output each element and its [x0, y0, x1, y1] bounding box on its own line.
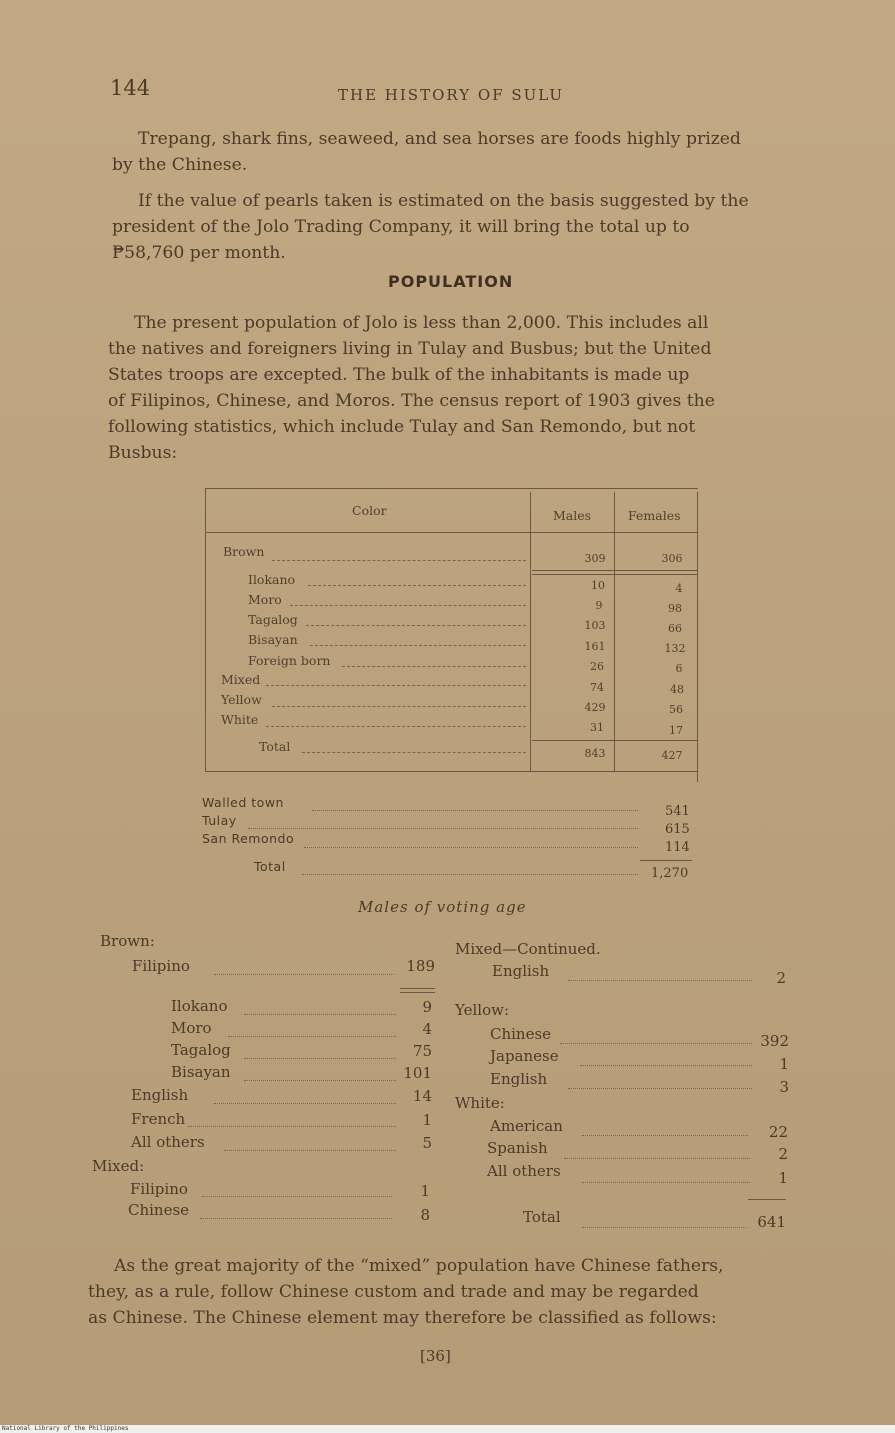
- leader-dots: [312, 810, 638, 811]
- paragraph-mixed: [88, 1253, 788, 1331]
- cell-males: 103: [584, 619, 606, 632]
- row-label: Yellow: [221, 692, 262, 707]
- brown-rule: [532, 570, 697, 571]
- row-label: Moro: [171, 1019, 212, 1037]
- leader-dots: [580, 1065, 752, 1066]
- row-label: Ilokano: [171, 997, 228, 1015]
- group-label: White:: [455, 1094, 505, 1112]
- text-line: they, as a rule, follow Chinese custom and trade and may be regarded: [88, 1282, 699, 1302]
- row-value: 75: [412, 1042, 432, 1060]
- text-line: of Filipinos, Chinese, and Moros. The census report of 1903 gives the: [108, 391, 715, 411]
- group-label: Mixed—Continued.: [455, 940, 601, 958]
- leader-dots: [200, 1218, 392, 1219]
- text-line: If the value of pearls taken is estimated on the basis suggested by the: [138, 191, 749, 211]
- row-value: 392: [760, 1032, 789, 1050]
- row-label: San Remondo: [202, 831, 295, 846]
- leader-dots: [564, 1158, 750, 1159]
- row-label: Foreign born: [248, 653, 331, 668]
- cell-females: 306: [661, 552, 683, 565]
- group-label: Brown:: [100, 932, 155, 950]
- leader-dashes: [290, 605, 526, 606]
- text-line: ₱58,760 per month.: [112, 243, 286, 263]
- row-label: English: [131, 1086, 189, 1104]
- row-label: Tagalog: [171, 1041, 231, 1059]
- leader-dots: [214, 1103, 396, 1104]
- row-label: All others: [131, 1133, 205, 1151]
- leader-dots: [568, 1088, 752, 1089]
- group-label: Yellow:: [455, 1001, 509, 1019]
- row-label: Filipino: [130, 1180, 188, 1198]
- cell-females: 66: [668, 622, 682, 635]
- row-label: Moro: [248, 592, 282, 607]
- row-label: Tagalog: [248, 612, 298, 627]
- leader-dots: [582, 1227, 746, 1228]
- row-label: All others: [487, 1162, 561, 1180]
- text-line: Busbus:: [108, 443, 178, 463]
- text-line: Trepang, shark fins, seaweed, and sea horses are foods highly prized: [138, 129, 741, 149]
- leader-dashes: [266, 685, 526, 686]
- row-label: American: [490, 1117, 563, 1135]
- leader-dots: [582, 1135, 748, 1136]
- row-label: Total: [254, 859, 286, 874]
- text-line: As the great majority of the “mixed” population have Chinese fathers,: [114, 1256, 724, 1276]
- row-label: French: [131, 1110, 186, 1128]
- brown-rule: [532, 574, 697, 575]
- row-value: 2: [778, 1145, 788, 1163]
- paragraph-population: [108, 310, 808, 466]
- row-label: Mixed: [221, 672, 261, 687]
- row-value: 5: [422, 1134, 432, 1152]
- group-label: Mixed:: [92, 1157, 145, 1175]
- leader-dots: [302, 874, 638, 875]
- leader-dots: [224, 1150, 396, 1151]
- row-label: Chinese: [490, 1025, 552, 1043]
- cell-males: 843: [584, 747, 606, 760]
- row-value: 641: [757, 1213, 786, 1231]
- row-label: Walled town: [202, 795, 284, 810]
- leader-dots: [248, 828, 638, 829]
- leader-dots: [568, 980, 752, 981]
- row-value: 541: [665, 804, 690, 819]
- row-label: Bisayan: [171, 1063, 231, 1081]
- text-line: States troops are excepted. The bulk of the inhabitants is made up: [108, 365, 690, 385]
- scan-footer-strip: [0, 1425, 895, 1433]
- cell-females: 48: [670, 683, 684, 696]
- row-value: 22: [768, 1123, 788, 1141]
- row-value: 1,270: [651, 866, 689, 881]
- row-value: 1: [779, 1055, 789, 1073]
- double-rule: [400, 988, 435, 989]
- row-value: 101: [403, 1064, 432, 1082]
- leader-dots: [244, 1014, 396, 1015]
- cell-females: 427: [661, 749, 683, 762]
- cell-males: 161: [584, 640, 606, 653]
- leader-dashes: [342, 666, 526, 667]
- row-value: 4: [422, 1020, 432, 1038]
- row-label: White: [221, 712, 259, 727]
- leader-dots: [244, 1058, 396, 1059]
- leader-dots: [228, 1036, 396, 1037]
- text-line: by the Chinese.: [112, 155, 248, 175]
- cell-males: 26: [590, 660, 604, 673]
- header-color: Color: [352, 503, 387, 518]
- table-divider: [697, 492, 698, 782]
- leader-dashes: [272, 706, 526, 707]
- leader-dots: [304, 847, 638, 848]
- double-rule: [400, 992, 435, 993]
- cell-females: 132: [664, 642, 686, 655]
- leader-dots: [202, 1196, 392, 1197]
- total-rule: [748, 1199, 786, 1200]
- row-label: Chinese: [128, 1201, 190, 1219]
- cell-males: 309: [584, 552, 606, 565]
- cell-females: 6: [675, 662, 683, 675]
- running-title: THE HISTORY OF SULU: [338, 86, 565, 104]
- paragraph-trepang: [112, 126, 812, 178]
- voting-heading: Males of voting age: [358, 898, 527, 916]
- leader-dots: [560, 1043, 752, 1044]
- page-number: 144: [110, 76, 151, 100]
- scan-credit: National Library of the Philippines: [2, 1425, 129, 1432]
- row-label: English: [490, 1070, 548, 1088]
- row-value: 8: [420, 1206, 430, 1224]
- row-value: 14: [412, 1087, 432, 1105]
- leader-dashes: [310, 645, 526, 646]
- row-label: Total: [523, 1208, 561, 1226]
- cell-females: 17: [669, 724, 683, 737]
- text-line: as Chinese. The Chinese element may therefore be classified as follows:: [88, 1308, 717, 1328]
- row-label: Tulay: [202, 813, 237, 828]
- row-label: English: [492, 962, 550, 980]
- row-label: Bisayan: [248, 632, 298, 647]
- row-label: Total: [259, 739, 291, 754]
- row-label: Brown: [223, 544, 265, 559]
- cell-males: 74: [590, 681, 604, 694]
- leader-dots: [582, 1182, 750, 1183]
- leader-dashes: [306, 625, 526, 626]
- row-label: Filipino: [132, 957, 190, 975]
- cell-females: 4: [675, 582, 683, 595]
- row-value: 1: [422, 1111, 432, 1129]
- text-line: president of the Jolo Trading Company, it will bring the total up to: [112, 217, 690, 237]
- text-line: following statistics, which include Tulay and San Remondo, but not: [108, 417, 696, 437]
- leader-dots: [214, 974, 394, 975]
- row-value: 189: [406, 957, 435, 975]
- text-line: the natives and foreigners living in Tulay and Busbus; but the United: [108, 339, 712, 359]
- cell-males: 10: [591, 579, 605, 592]
- header-rule: [206, 532, 697, 533]
- total-rule: [640, 860, 692, 861]
- row-label: Japanese: [490, 1047, 559, 1065]
- section-heading: POPULATION: [388, 272, 514, 291]
- leader-dashes: [266, 726, 526, 727]
- cell-males: 31: [590, 721, 604, 734]
- leader-dots: [244, 1080, 396, 1081]
- row-label: Spanish: [487, 1139, 548, 1157]
- cell-females: 56: [669, 703, 683, 716]
- row-value: 615: [665, 822, 690, 837]
- leader-dashes: [272, 560, 526, 561]
- header-males: Males: [553, 508, 592, 523]
- cell-females: 98: [668, 602, 682, 615]
- leader-dashes: [302, 752, 526, 753]
- row-value: 114: [665, 840, 690, 855]
- page-marker: [36]: [420, 1347, 451, 1365]
- row-value: 1: [778, 1169, 788, 1187]
- paragraph-pearls: [112, 188, 812, 266]
- row-value: 1: [420, 1182, 430, 1200]
- text-line: The present population of Jolo is less than 2,000. This includes all: [134, 313, 709, 333]
- leader-dots: [188, 1126, 396, 1127]
- header-females: Females: [628, 508, 681, 523]
- total-rule: [532, 740, 697, 741]
- cell-males: 429: [584, 701, 606, 714]
- row-value: 2: [776, 969, 786, 987]
- leader-dashes: [308, 585, 526, 586]
- cell-males: 9: [595, 599, 603, 612]
- row-label: Ilokano: [248, 572, 296, 587]
- row-value: 3: [779, 1078, 789, 1096]
- row-value: 9: [422, 998, 432, 1016]
- table-divider: [530, 492, 531, 772]
